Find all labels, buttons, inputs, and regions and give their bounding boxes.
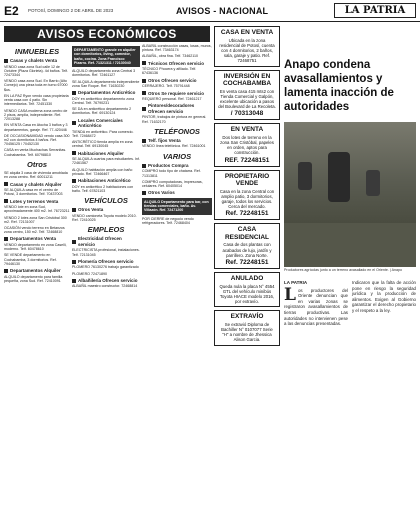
ad-title: CASA EN VENTA [220,29,274,36]
classified-ad: TÉCNICO Phocera y afiliado. Telf. 67436136 [142,67,197,76]
classified-ad: PINTOR, trabajos de pintura en general. Ref. 71632170 [142,115,207,124]
photo-figure [298,162,312,190]
classified-ad: REQUIERO personal. Ref. 72461217 [142,97,202,102]
classified-ad: PLOMERO 76130276 trabajo garantizado [72,265,139,270]
highlighted-classified-ad: DEPARTAMENTO grande en alquiler con dormitorios, living, comedor, baño, cocina. Zona Francisco Pizarro. Ref. 71321311 / 72130040 [72,46,140,67]
classified-ad: ALQUILO habitación amplia con baño privado. Ref. 72466467 [72,167,133,176]
subcategory-label: Albañilería Ofrecen servicio [78,277,138,283]
square-bullet-icon [142,91,146,95]
classifieds-title: AVISOS ECONÓMICOS [4,26,210,42]
subcategory-heading [142,78,212,84]
subcategory-label: Casas y chalets Alquiler [10,181,62,187]
category-heading: TELÉFONOS [154,126,200,136]
ad-body: Dos lotes de terreno en la zona San Cristóbal, papeles en orden, aptos para construcción. [220,134,274,156]
display-ad [214,310,280,345]
classified-ad: VENDO línea telefónica. Ref. 72461001 [142,144,206,149]
subcategory-heading [142,138,212,144]
subcategory-heading [72,259,140,265]
section-title: AVISOS - NACIONAL [176,6,269,16]
ad-reference: REF. 72248151 [224,156,270,164]
dateline: POTOSÍ, DOMINGO 2 DE ABRIL DE 2023 [28,8,114,13]
subcategory-label: Plomería Ofrecen servicio [78,258,134,264]
ad-title: EN VENTA [230,126,264,134]
display-ad [214,26,280,67]
square-bullet-icon [4,59,8,63]
category-heading: VEHÍCULOS [84,196,128,206]
subcategory-heading [72,278,140,284]
classifieds-column-3 [142,44,212,522]
ad-body: Queda nula la placa N° 4554 GTL del vehículo minibús Toyota HIACE modelo 2016, por extravío. [219,283,275,305]
classified-ad: DE OCCASIONAMIDAD vendo casa 300 m2 con dormitorios 4 baños. Ref. 70456125 / 70452130 [4,133,70,147]
classified-ad: SE ALQUILA cuartos para estudiantes. Inf. 72461567 [72,157,140,166]
square-bullet-icon [72,91,76,95]
subcategory-heading [4,182,70,188]
ad-reference: Ref. 72248151 [225,210,269,218]
ad-body: Ubicada en la zona residencial de Potosí, cuenta con 4 dormitorios, 2 baños, sala, garaje y patio. Ref. 72468751 [219,37,275,64]
display-ad [214,272,280,307]
square-bullet-icon [72,260,76,264]
classified-ad: SE VENDE departamento en Cochabamba, 3 dormitorios. Ref. 79446130 [4,253,57,266]
subcategory-heading [142,103,212,114]
display-ad [214,223,280,269]
display-ad [214,70,280,121]
subcategory-heading [72,236,140,247]
page-number: E2 [4,4,19,18]
square-bullet-icon [142,107,146,111]
subcategory-heading [142,91,212,97]
subcategory-heading [4,199,70,205]
subcategory-label: Técnicos Ofrecen servicio [148,60,205,66]
news-photo [284,122,416,267]
ad-title: INVERSIÓN EN COCHABAMBA [222,72,272,88]
ad-title: CASA RESIDENCIAL [224,226,270,241]
subcategory-label: Otros Se requiere servicio [148,90,205,96]
subcategory-heading [72,118,140,129]
square-bullet-icon [4,182,8,186]
square-bullet-icon [142,61,146,65]
ad-body: En venta casa 415 mts2 con Tienda Comercial y Galpón, excelente ubicación a pasos del Boulevard de La Recoleta. [218,88,276,110]
classified-ad: PLOMERO 72471890 [72,271,107,276]
classified-ad: POR CIERRE de negocio vendo refrigeradores. Telf. 72468404 [142,216,194,225]
article-column-2 [352,280,416,314]
category-heading: VARIOS [162,151,192,161]
square-bullet-icon [4,269,8,273]
subcategory-label: Electricidad Ofrecen servicio [78,236,122,247]
square-bullet-icon [142,79,146,83]
classified-ad: VENDO 2 lotes zona San Cristóbal 300 m2. Ref. 72131007 [4,215,67,224]
article-headline: Anapo condena avasallamientos y lamenta inacción de autoridades [284,59,394,113]
classified-ad: VENDO casa zona Sud calle 12 de Octubre (Plaza Glorieta). 4d baños. Telf. 72473344 [4,64,69,78]
ad-title: PROPIETARIO VENDE [224,172,270,188]
classified-ad: ALBAÑIL maestro constructor. 72468814 [72,284,138,289]
subcategory-label: Otros Varios [148,190,175,196]
classified-ad: EN VENTA Casa en Atocha 3 baños y 3 departamentos, garaje. Ref. 77-420446 [4,123,68,132]
classified-ad: OCASIÓN vendo terreno en Betanzos zona centro, 150 m2. Telf. 72468810 [4,225,65,235]
classifieds-column-1 [4,44,70,522]
classified-ad: ALQUILO departamento para familia pequeña, zona Sud. Ref. 72410091 [4,274,63,284]
square-bullet-icon [142,139,146,143]
ad-body: Se extravió Diploma de Bachiller N° 0107077 Serie "H" a nombre de Jhessica Alison Garcia. [221,321,273,343]
subcategory-heading [142,61,212,67]
subcategory-label: Casas y chalets Venta [10,58,58,63]
classified-ad: EN LA PAZ Ryon vendo casa propietaria venta casa con 4 patio. Sin intermediarios. Telf. 72451330 [4,93,69,107]
article-text: os productores del Oriente denuncian que en varias zonas se registraron avasallamientos de tierras productivas. Las autoridades no intervienen pese a las denuncias presentadas. [284,287,348,327]
subcategory-label: Otros Ofrecen servicio [148,77,197,83]
classified-ad: CERRAJERO. Telf. 75791448 [142,84,190,89]
classified-ad: ALQUILO departamento zona Central 3 dormitorios. Ref. 72461127 [72,69,136,78]
ad-body: Casa de dos plantas con acabados de lujo, jardín y parrillero. Zona Norte. [222,242,272,258]
photo-figure [328,152,350,202]
classifieds-column-2 [72,44,140,522]
classified-ad: VENDO camioneta Toyota modelo 2010. Ref. 72410025 [72,213,137,223]
newspaper-logo: LA PATRIA [334,3,416,18]
ad-title: EXTRAVÍO [230,313,264,321]
classified-ad: ELECTRICISTA profesional, instalaciones. Telf. 72131045 [72,248,140,257]
article-kicker: LA PATRIA [284,280,308,285]
classified-ad: VENDO casa zona Sud. En Barrio (Alto Cornejo) una pieza toda en turno 67000 $us. [4,79,68,92]
square-bullet-icon [72,208,76,212]
subcategory-label: Habitaciones Anticrético [78,178,131,184]
classified-ad: VENDO CASA moderna zona centro de 2 pisos, amplia, independiente. Ref. 72013288 [4,108,68,122]
subcategory-heading [142,163,212,169]
square-bullet-icon [4,199,8,203]
classified-ad: SE ALQUILA departamento independiente zona San Roque. Ref. 71630230 [72,79,140,88]
subcategory-heading [72,90,140,96]
display-ads-column [214,26,280,349]
square-bullet-icon [4,237,8,241]
article-text: Indicaron que la falta de acción pone en riesgo la seguridad jurídica y la producción de alimentos. Exigen al Gobierno garantizar el derecho propietario y el respeto a la ley. [352,280,416,313]
subcategory-label: Departamentos Venta [10,236,57,242]
subcategory-heading [72,178,140,184]
photo-ground [284,223,416,267]
subcategory-label: Telf. fijos Venta [148,137,181,143]
classified-ad: CASA en venta Muchachas Serranitas. Cochabamba. Telf. 60798810 [4,148,67,157]
subcategory-heading [4,58,70,64]
square-bullet-icon [72,151,76,155]
highlighted-classified-ad: ALQUILO Departamento para bar, con tiendas comerciales, baño. Av. Villazón. Ref. 72471200 [142,198,212,215]
category-heading: Otros [26,159,47,169]
classified-ad: COMPRO computadoras, impresoras, celulares. Ref. 60405014 [142,179,203,188]
photo-caption: Productores agrícolas junto a un terreno avasallado en el Oriente. | Anapo [284,268,403,272]
classified-ad: DOY en anticrético departamento zona Central. Telf. 76790231 [72,96,135,105]
subcategory-heading [4,268,70,274]
drop-cap: L [284,284,296,305]
subcategory-heading [4,236,70,242]
category-heading: INMUEBLES [14,47,60,56]
square-bullet-icon [72,279,76,283]
category-heading: EMPLEOS [87,225,125,235]
classified-ad: ALBAÑIL construcción casas, losas, muros, pintura. Ref. 73463174 [142,44,212,53]
classified-ad: SE alquila 3 casa de vivienda amoblada en zona centro. Ref. 60011211 [4,170,68,180]
subcategory-label: Departamentos Anticrético [78,90,136,96]
display-ad [214,170,280,221]
photo-figure [366,170,380,196]
classified-ad: ANTICRÉTICO tienda amplia en zona central. Telf. 69130045 [72,140,133,149]
classified-ad: TIENDA en anticrético. Para comercio. Telf. 72468472 [72,129,134,138]
subcategory-label: Pintores/decoradores Ofrecen servicio [148,103,195,114]
subcategory-heading [72,207,140,213]
page-header [0,0,420,22]
classified-ad: DOY en anticrético 2 habitaciones con baño. Telf. 67821103 [72,184,134,193]
classified-ad: COMPRO todo tipo de chatarra. Ref. 71313811 [142,169,201,178]
subcategory-label: Lotes y terrenos Venta [10,198,59,204]
ad-reference: Ref. 72248151 [225,259,269,267]
subcategory-heading [142,190,212,196]
classified-ad: SE ALQUILA casa en el centro de Potosí, 3 dormitorios. Telf. 70437003 [4,188,63,197]
classified-ad: ALBAÑIL, obra fina. Telf. 73462110 [142,54,199,59]
ad-body: Casa en la zona Central con amplio patio, 3 dormitorios, garaje, todos los servicios. Cerca del mercado. [219,188,275,210]
subcategory-heading [72,151,140,157]
classified-ad: VENDO lote en zona Sud, aproximadamente 400 m2. Inf. 76723211 [4,205,70,214]
square-bullet-icon [142,191,146,195]
classified-ad: SE DA en anticrético departamento 2 dormitorios. Ref. 69130124 [72,107,132,116]
square-bullet-icon [72,179,76,183]
subcategory-label: Departamentos Alquiler [10,268,61,274]
display-ad [214,123,280,166]
article-column-1 [284,280,348,327]
subcategory-label: Habitaciones Alquiler [78,150,124,156]
subcategory-label: Productos Compra [148,162,189,168]
subcategory-label: Locales Comerciales Anticrético [78,117,123,129]
square-bullet-icon [142,164,146,168]
ad-title: ANULADO [230,275,264,283]
subcategory-label: Otros Venta [78,207,104,213]
ad-reference: / 70313048 [230,110,264,118]
classified-ad: VENDO departamento en zona Caselli, moderno. Telf. 60478610 [4,242,67,252]
square-bullet-icon [72,240,76,244]
square-bullet-icon [72,121,76,125]
